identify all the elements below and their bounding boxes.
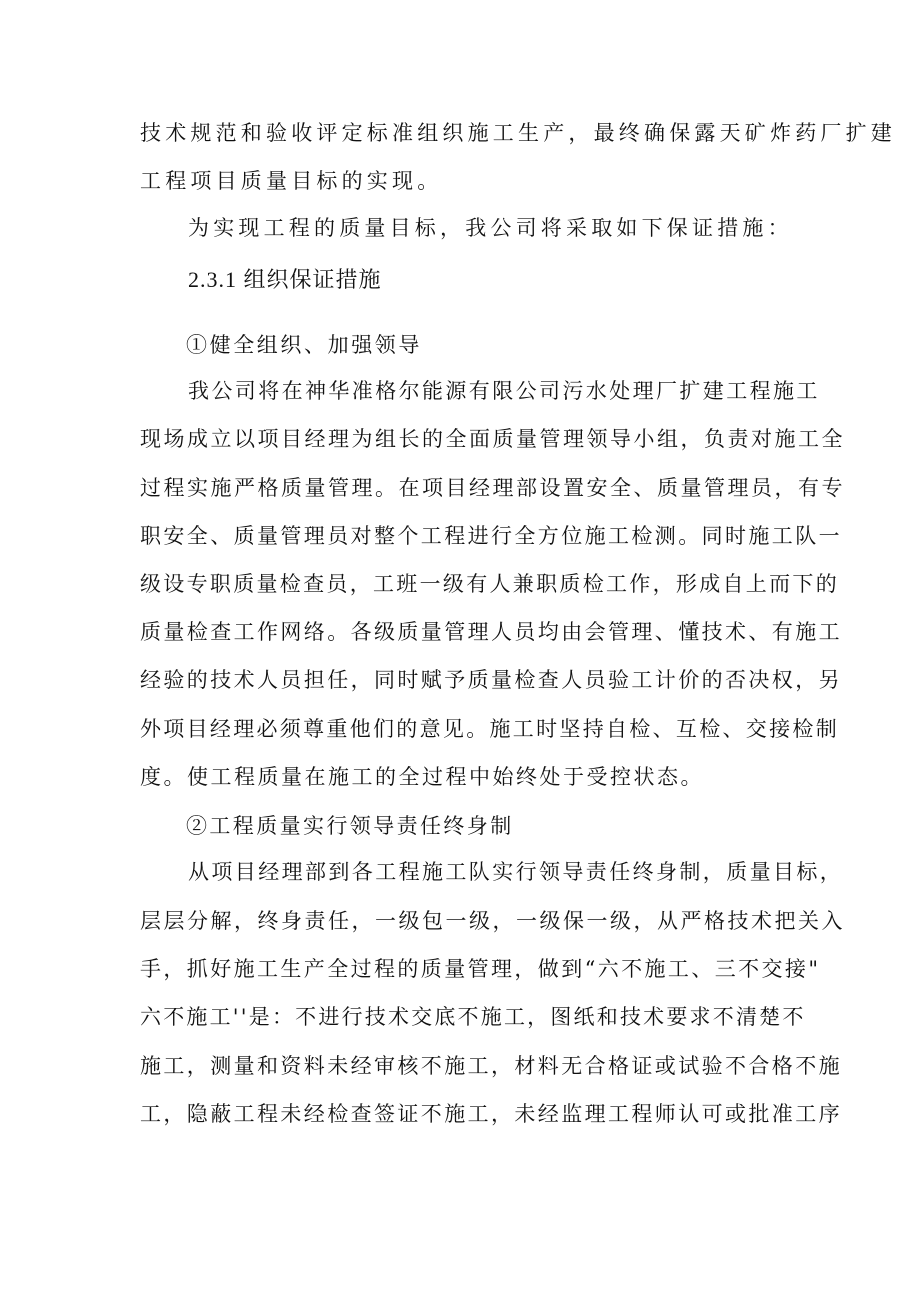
- body-text-line: 工，隐蔽工程未经检查签证不施工，未经监理工程师认可或批准工序: [140, 1102, 842, 1126]
- body-text-line: 工程项目质量目标的实现。: [140, 169, 443, 193]
- body-text-line: 度。使工程质量在施工的全过程中始终处于受控状态。: [140, 765, 704, 789]
- body-text-line: 六不施工''是：不进行技术交底不施工，图纸和技术要求不清楚不: [140, 1005, 806, 1029]
- subsection-heading: ②工程质量实行领导责任终身制: [186, 814, 514, 838]
- body-text-line: 层层分解，终身责任，一级包一级，一级保一级，从严格技术把关入: [140, 909, 845, 933]
- subsection-heading: ①健全组织、加强领导: [186, 333, 422, 357]
- body-text-line: 我公司将在神华准格尔能源有限公司污水处理厂扩建工程施工: [188, 379, 820, 403]
- body-text-line: 为实现工程的质量目标，我公司将采取如下保证措施：: [188, 216, 793, 240]
- body-text-line: 经验的技术人员担任，同时赋予质量检查人员验工计价的否决权，另: [140, 668, 842, 692]
- body-text-line: 过程实施严格质量管理。在项目经理部设置安全、质量管理员，有专: [140, 476, 845, 500]
- body-text-line: 技术规范和验收评定标准组织施工生产，最终确保露天矿炸药厂扩建: [140, 121, 896, 145]
- body-text-line: 从项目经理部到各工程施工队实行领导责任终身制，质量目标，: [188, 860, 844, 884]
- body-text-line: 外项目经理必须尊重他们的意见。施工时坚持自检、互检、交接检制: [140, 717, 839, 741]
- body-text-line: 级设专职质量检查员，工班一级有人兼职质检工作，形成自上而下的: [140, 572, 839, 596]
- body-text-line: 职安全、质量管理员对整个工程进行全方位施工检测。同时施工队一: [140, 524, 842, 548]
- body-text-line: 施工，测量和资料未经审核不施工，材料无合格证或试验不合格不施: [140, 1054, 842, 1078]
- section-heading: 2.3.1 组织保证措施: [188, 267, 382, 292]
- body-text-line: 现场成立以项目经理为组长的全面质量管理领导小组，负责对施工全: [140, 427, 845, 451]
- body-text-line: 手，抓好施工生产全过程的质量管理，做到“六不施工、三不交接": [140, 957, 821, 981]
- body-text-line: 质量检查工作网络。各级质量管理人员均由会管理、懂技术、有施工: [140, 620, 842, 644]
